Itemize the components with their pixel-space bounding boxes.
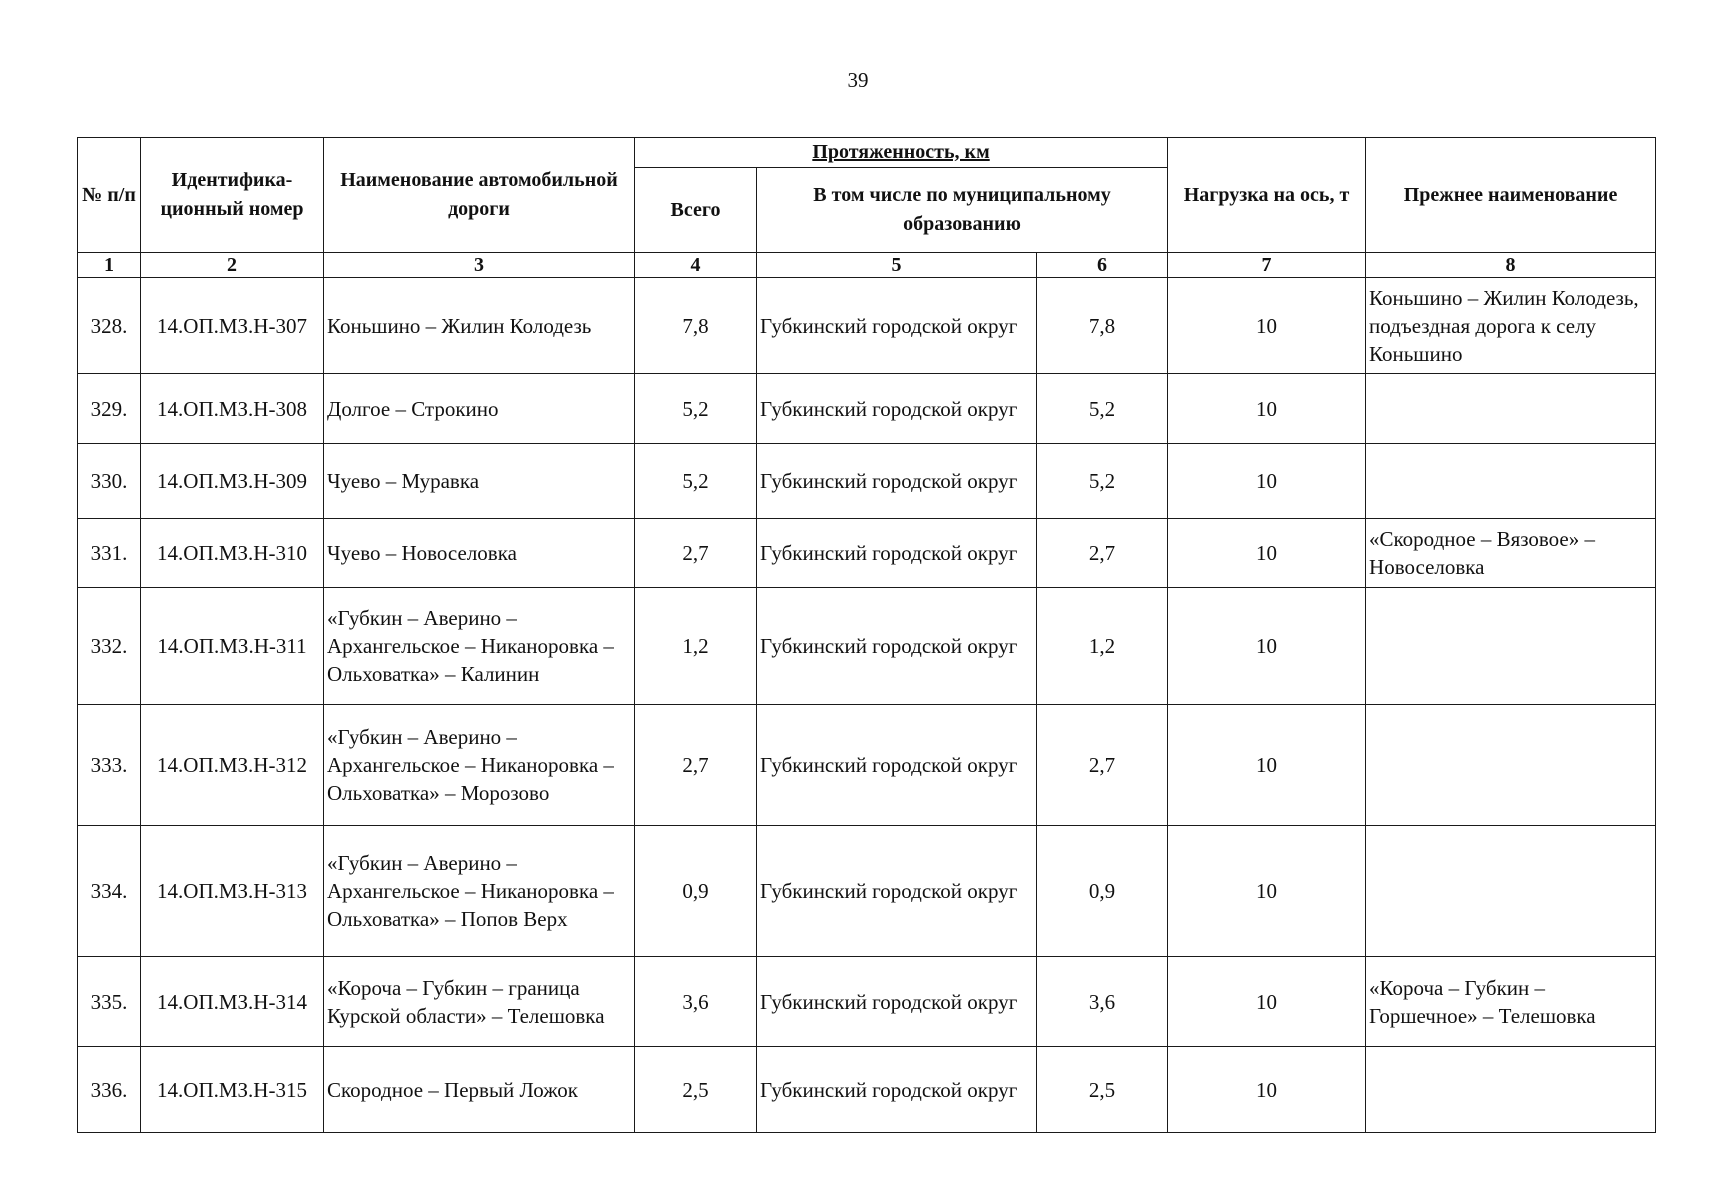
cell-previous-name [1366, 705, 1656, 826]
cell-road-name: Чуево – Муравка [324, 444, 635, 519]
cell-axle-load: 10 [1168, 705, 1366, 826]
table-row [78, 705, 1656, 826]
header-length-group [635, 138, 1168, 168]
column-number: 2 [141, 253, 324, 278]
table-row [78, 957, 1656, 1047]
cell-municipality-length: 7,8 [1037, 278, 1168, 374]
column-number: 8 [1366, 253, 1656, 278]
cell-total-length: 7,8 [635, 278, 757, 374]
cell-axle-load: 10 [1168, 588, 1366, 705]
column-number: 1 [78, 253, 141, 278]
cell-road-name: «Губкин – Аверино – Архангельское – Никаноровка – Ольховатка» – Морозово [324, 705, 635, 826]
cell-total-length: 5,2 [635, 444, 757, 519]
cell-row-number: 328. [78, 278, 141, 374]
table-row [78, 588, 1656, 705]
roads-table [77, 137, 1656, 1133]
cell-road-id: 14.ОП.МЗ.Н-308 [141, 374, 324, 444]
cell-road-name: Долгое – Строкино [324, 374, 635, 444]
cell-municipality: Губкинский городской округ [757, 374, 1037, 444]
cell-municipality-length: 5,2 [1037, 374, 1168, 444]
cell-road-id: 14.ОП.МЗ.Н-314 [141, 957, 324, 1047]
cell-road-id: 14.ОП.МЗ.Н-313 [141, 826, 324, 957]
cell-road-id: 14.ОП.МЗ.Н-309 [141, 444, 324, 519]
cell-axle-load: 10 [1168, 957, 1366, 1047]
cell-municipality-length: 1,2 [1037, 588, 1168, 705]
cell-total-length: 5,2 [635, 374, 757, 444]
cell-axle-load: 10 [1168, 1047, 1366, 1133]
cell-total-length: 3,6 [635, 957, 757, 1047]
cell-road-name: Скородное – Первый Ложок [324, 1047, 635, 1133]
cell-municipality: Губкинский городской округ [757, 1047, 1037, 1133]
page-number: 39 [847, 68, 869, 92]
header-total: Всего [635, 168, 757, 253]
cell-municipality: Губкинский городской округ [757, 826, 1037, 957]
cell-road-name: Коньшино – Жилин Колодезь [324, 278, 635, 374]
cell-previous-name: Коньшино – Жилин Колодезь, подъездная дорога к селу Коньшино [1366, 278, 1656, 374]
cell-municipality-length: 2,5 [1037, 1047, 1168, 1133]
column-number: 7 [1168, 253, 1366, 278]
cell-road-id: 14.ОП.МЗ.Н-307 [141, 278, 324, 374]
cell-road-name: «Губкин – Аверино – Архангельское – Никаноровка – Ольховатка» – Калинин [324, 588, 635, 705]
cell-municipality-length: 2,7 [1037, 705, 1168, 826]
header-name: Наименование автомобильной дороги [324, 138, 635, 253]
table-row [78, 278, 1656, 374]
table-row [78, 826, 1656, 957]
cell-row-number: 336. [78, 1047, 141, 1133]
cell-municipality: Губкинский городской округ [757, 588, 1037, 705]
header-previous-name: Прежнее наименование [1366, 138, 1656, 253]
cell-road-id: 14.ОП.МЗ.Н-312 [141, 705, 324, 826]
cell-municipality-length: 2,7 [1037, 519, 1168, 588]
cell-axle-load: 10 [1168, 374, 1366, 444]
header-id: Идентифика-ционный номер [141, 138, 324, 253]
cell-row-number: 333. [78, 705, 141, 826]
cell-road-name: «Короча – Губкин – граница Курской области» – Телешовка [324, 957, 635, 1047]
cell-axle-load: 10 [1168, 278, 1366, 374]
header-load: Нагрузка на ось, т [1168, 138, 1366, 253]
header-num: № п/п [78, 138, 141, 253]
cell-total-length: 0,9 [635, 826, 757, 957]
cell-previous-name [1366, 588, 1656, 705]
header-length-group-label: Протяженность, км [812, 141, 990, 163]
cell-road-id: 14.ОП.МЗ.Н-310 [141, 519, 324, 588]
column-number: 3 [324, 253, 635, 278]
table-row [78, 374, 1656, 444]
cell-axle-load: 10 [1168, 519, 1366, 588]
header-including-municipality: В том числе по муниципальному образованию [757, 168, 1168, 253]
cell-previous-name [1366, 444, 1656, 519]
cell-row-number: 330. [78, 444, 141, 519]
table-row [78, 1047, 1656, 1133]
cell-road-id: 14.ОП.МЗ.Н-311 [141, 588, 324, 705]
cell-total-length: 2,7 [635, 705, 757, 826]
cell-total-length: 2,5 [635, 1047, 757, 1133]
cell-row-number: 331. [78, 519, 141, 588]
cell-axle-load: 10 [1168, 444, 1366, 519]
cell-road-name: Чуево – Новоселовка [324, 519, 635, 588]
table-row [78, 444, 1656, 519]
cell-row-number: 332. [78, 588, 141, 705]
cell-road-id: 14.ОП.МЗ.Н-315 [141, 1047, 324, 1133]
cell-municipality: Губкинский городской округ [757, 278, 1037, 374]
cell-municipality-length: 3,6 [1037, 957, 1168, 1047]
cell-previous-name [1366, 826, 1656, 957]
cell-previous-name: «Короча – Губкин – Горшечное» – Телешовка [1366, 957, 1656, 1047]
cell-road-name: «Губкин – Аверино – Архангельское – Никаноровка – Ольховатка» – Попов Верх [324, 826, 635, 957]
cell-previous-name: «Скородное – Вязовое» – Новоселовка [1366, 519, 1656, 588]
table-row [78, 519, 1656, 588]
column-number: 6 [1037, 253, 1168, 278]
cell-axle-load: 10 [1168, 826, 1366, 957]
cell-municipality: Губкинский городской округ [757, 705, 1037, 826]
cell-row-number: 334. [78, 826, 141, 957]
cell-municipality-length: 0,9 [1037, 826, 1168, 957]
column-number: 5 [757, 253, 1037, 278]
cell-municipality-length: 5,2 [1037, 444, 1168, 519]
cell-row-number: 335. [78, 957, 141, 1047]
cell-row-number: 329. [78, 374, 141, 444]
cell-total-length: 1,2 [635, 588, 757, 705]
cell-total-length: 2,7 [635, 519, 757, 588]
cell-previous-name [1366, 374, 1656, 444]
cell-municipality: Губкинский городской округ [757, 519, 1037, 588]
cell-previous-name [1366, 1047, 1656, 1133]
cell-municipality: Губкинский городской округ [757, 957, 1037, 1047]
column-number: 4 [635, 253, 757, 278]
cell-municipality: Губкинский городской округ [757, 444, 1037, 519]
